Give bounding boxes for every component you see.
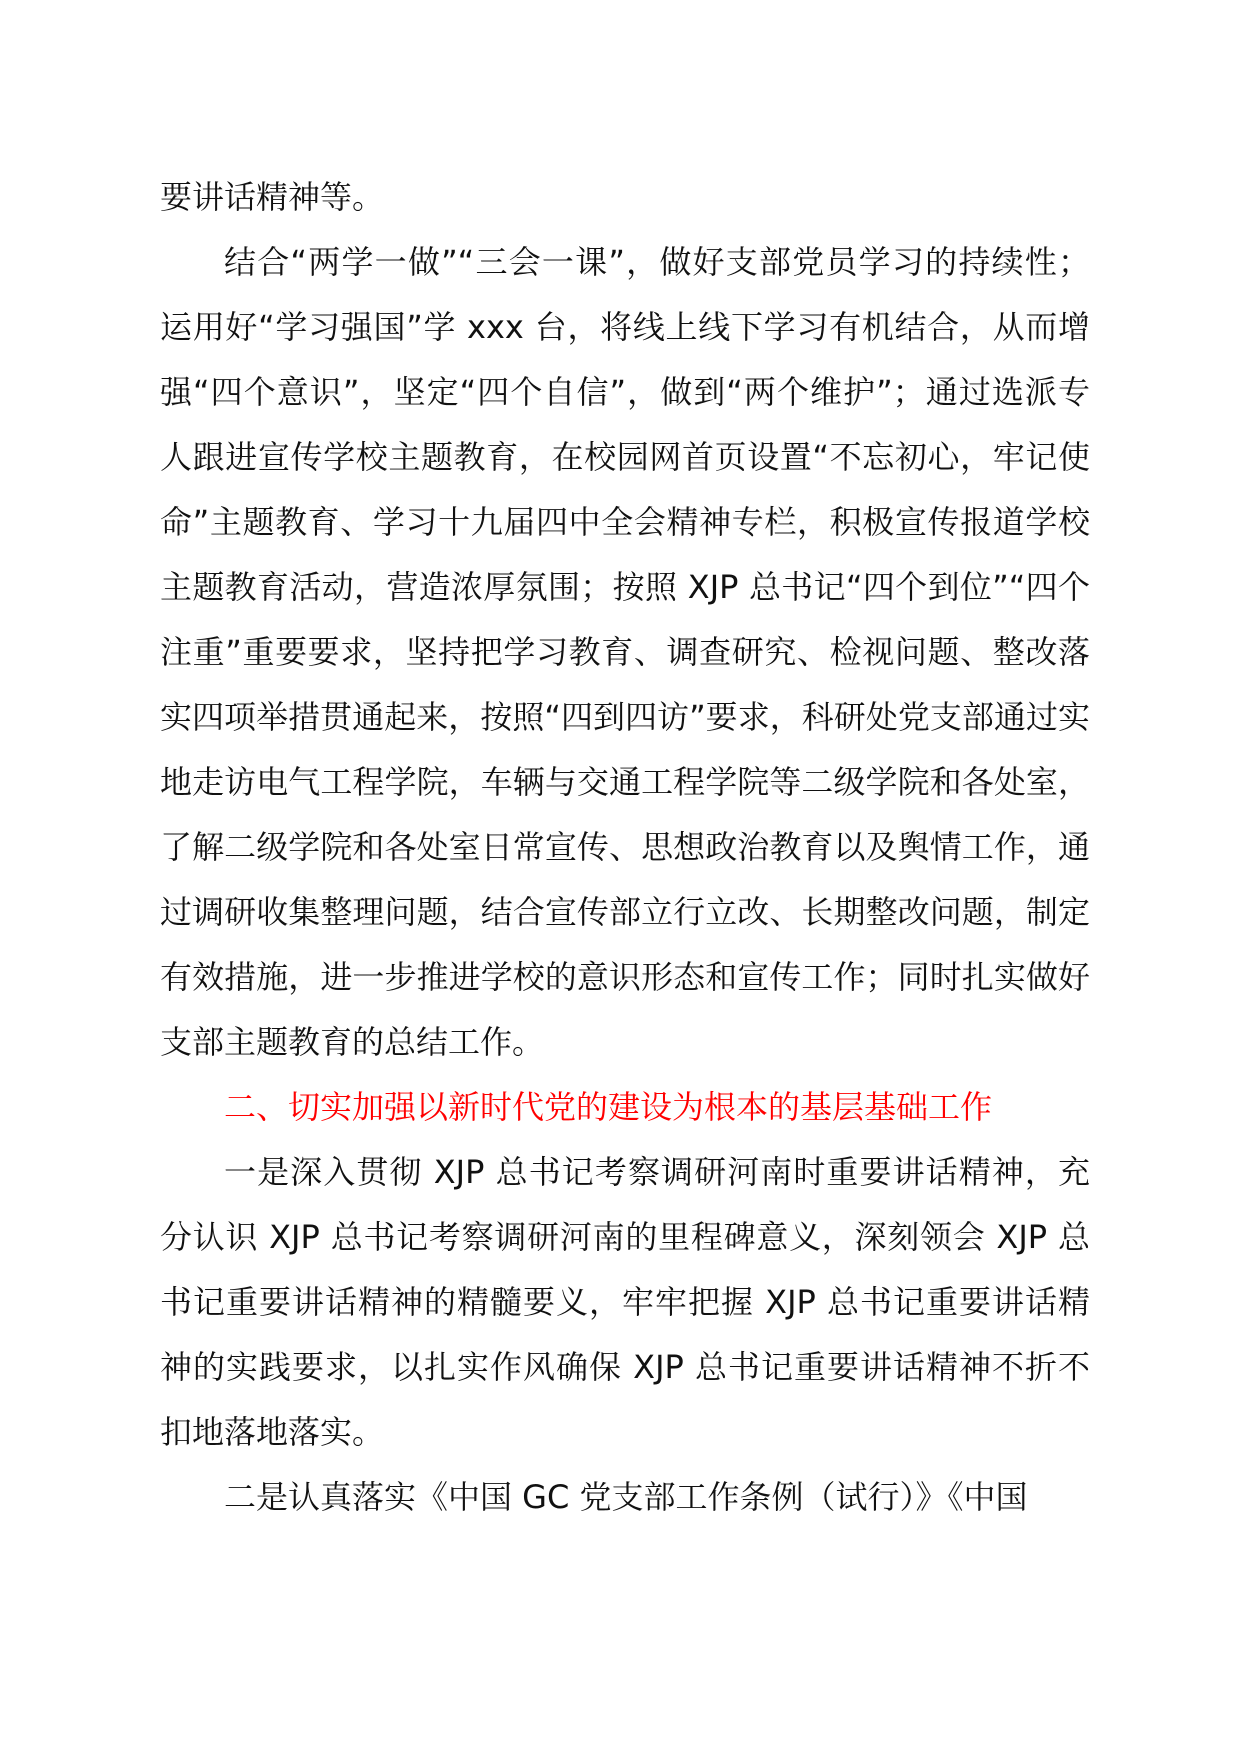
paragraph-study-measures: 结合“两学一做”“三会一课”，做好支部党员学习的持续性；运用好“学习强国”学 xxx 台，将线上线下学习有机结合，从而增强“四个意识”，坚定“四个自信”，做到“两个维护”；通过选派专人跟进宣传学校主题教育，在校园网首页设置“不忘初心，牢记使命”主题教育、学习十九届四中全会精神专栏，积极宣传报道学校主题教育活动，营造浓厚氛围；按照 XJP 总书记“四个到位”“四个注重”重要要求，坚持把学习教育、调查研究、检视问题、整改落实四项举措贯通起来，按照“四到四访”要求，科研处党支部通过实地走访电气工程学院，车辆与交通工程学院等二级学院和各处室，了解二级学院和各处室日常宣传、思想政治教育以及舆情工作，通过调研收集整理问题，结合宣传部立行立改、长期整改问题，制定有效措施，进一步推进学校的意识形态和宣传工作；同时扎实做好支部主题教育的总结工作。 bbox=[160, 243, 1090, 1061]
paragraph-continuation: 要讲话精神等。 bbox=[160, 178, 385, 216]
document-body bbox=[160, 165, 1090, 1530]
paragraph-point-one: 一是深入贯彻 XJP 总书记考察调研河南时重要讲话精神，充分认识 XJP 总书记考察调研河南的里程碑意义，深刻领会 XJP 总书记重要讲话精神的精髓要义，牢牢把握 XJP 总书记重要讲话精神的实践要求，以扎实作风确保 XJP 总书记重要讲话精神不折不扣地落地落实。 bbox=[160, 1153, 1090, 1451]
section-heading: 二、切实加强以新时代党的建设为根本的基层基础工作 bbox=[224, 1088, 993, 1126]
paragraph-point-two: 二是认真落实《中国 GC 党支部工作条例（试行）》《中国 bbox=[224, 1478, 1028, 1516]
